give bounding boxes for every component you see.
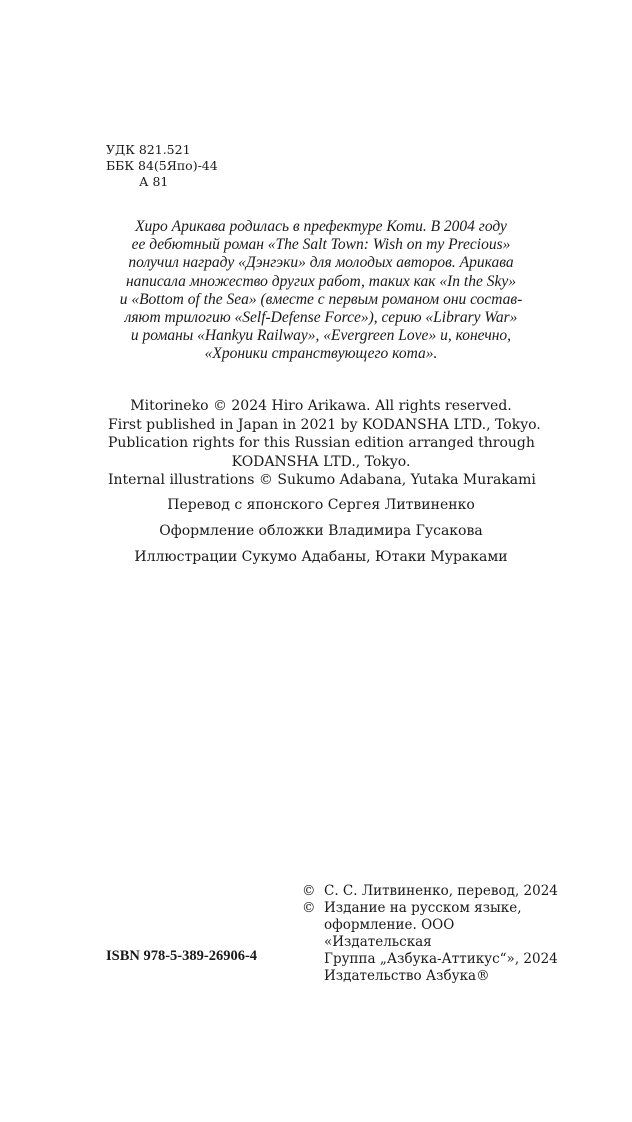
annotation-line: и «Bottom of the Sea» (вместе с первым романом они состав- — [119, 290, 523, 308]
annotation-line: ее дебютный роман «The Salt Town: Wish on my Precious» — [131, 236, 511, 254]
copyright-icon: © — [302, 883, 316, 899]
author-mark: А 81 — [139, 174, 169, 189]
rights-line: Publication rights for this Russian edition arranged through — [108, 435, 535, 452]
annotation-line: Хиро Арикава родилась в префектуре Коти. В 2004 году — [135, 218, 507, 235]
annotation-line: «Хроники странствующего кота». — [204, 345, 438, 363]
copyright-line: оформление. ООО «Издательская — [324, 917, 455, 950]
isbn: ISBN 978-5-389-26906-4 — [106, 948, 258, 964]
rights-line: Mitorineko © 2024 Hiro Arikawa. All rights reserved. — [130, 398, 512, 414]
rights-line: KODANSHA LTD., Tokyo. — [231, 453, 411, 470]
copyright-line: С. С. Литвиненко, перевод, 2024 — [324, 883, 558, 899]
copyright-line: Издание на русском языке, — [324, 900, 522, 916]
illustrations-credit: Иллюстрации Сукумо Адабаны, Ютаки Мураками — [134, 549, 508, 565]
copyright-translation — [302, 883, 562, 900]
udk-code: УДК 821.521 — [106, 142, 191, 157]
credits — [108, 496, 534, 574]
annotation-line: и романы «Hankyu Railway», «Evergreen Love» и, конечно, — [130, 327, 512, 345]
rights-notice — [108, 397, 541, 490]
publisher-line: Издательство Азбука® — [324, 968, 490, 984]
annotation — [108, 218, 534, 364]
annotation-line: написала множество других работ, таких как «In the Sky» — [125, 272, 517, 290]
bbk-code: ББК 84(5Япо)-44 — [106, 158, 218, 173]
annotation-line: ляют трилогию «Self-Defense Force»), серию «Library War» — [124, 309, 518, 327]
copyright-block — [302, 883, 562, 985]
copyright-edition — [302, 900, 562, 917]
annotation-line: получил награду «Дэнгэки» для молодых авторов. Арикава — [128, 254, 514, 272]
rights-line: Internal illustrations © Sukumo Adabana, Yutaka Murakami — [108, 472, 536, 489]
classification-block — [106, 142, 218, 190]
copyright-icon: © — [302, 900, 316, 916]
rights-line: First published in Japan in 2021 by KODANSHA LTD., Tokyo. — [108, 416, 541, 433]
copyright-line: Группа „Азбука-Аттикус“», 2024 — [324, 951, 558, 967]
translation-credit: Перевод с японского Сергея Литвиненко — [167, 497, 475, 513]
cover-credit: Оформление обложки Владимира Гусакова — [159, 523, 483, 539]
